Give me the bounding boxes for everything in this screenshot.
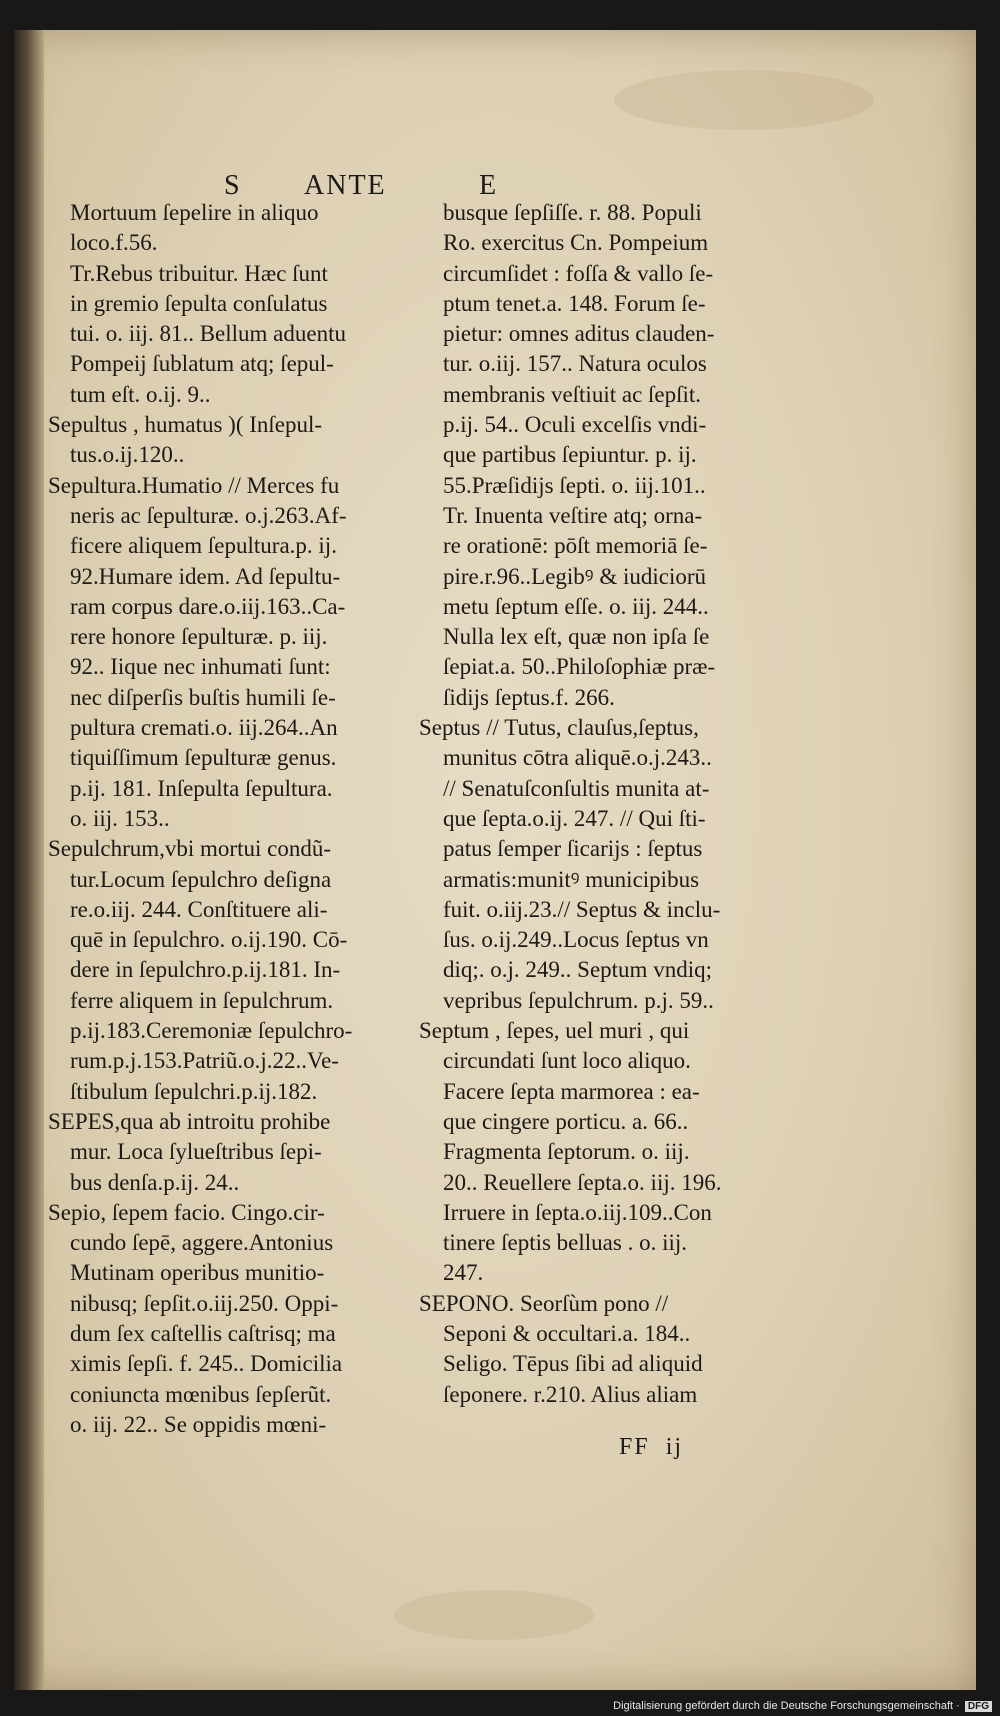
text-line: p.ij.183.Ceremoniæ ſepulchro- bbox=[70, 1018, 353, 1044]
text-line: circumſidet : foſſa & vallo ſe- bbox=[443, 260, 714, 286]
text-line: Tr. Inuenta veſtire atq; orna- bbox=[443, 502, 703, 528]
text-line: ſus. o.ij.249..Locus ſeptus vn bbox=[443, 927, 709, 953]
text-line: tiquiſſimum ſepulturæ genus. bbox=[70, 745, 337, 771]
digitization-credit bbox=[613, 1700, 992, 1712]
text-line: Mutinam operibus munitio- bbox=[70, 1260, 325, 1286]
text-line: pultura cremati.o. iij.264..An bbox=[70, 715, 338, 741]
text-line: Septus // Tutus, clauſus,ſeptus, bbox=[419, 715, 699, 741]
text-line: Ro. exercitus Cn. Pompeium bbox=[443, 230, 709, 256]
text-line: fuit. o.iij.23.// Septus & inclu- bbox=[443, 896, 721, 922]
running-head-center: ANTE bbox=[304, 170, 387, 201]
text-line: ficere aliquem ſepultura.p. ij. bbox=[70, 533, 337, 559]
text-line: ptum tenet.a. 148. Forum ſe- bbox=[443, 290, 706, 316]
right-text-column bbox=[419, 198, 797, 1410]
text-line: Nulla lex eſt, quæ non ipſa ſe bbox=[443, 624, 710, 650]
text-line: ferre aliquem in ſepulchrum. bbox=[70, 987, 334, 1013]
text-line: dum ſex caſtellis caſtrisq; ma bbox=[70, 1320, 336, 1346]
text-line: p.ij. 181. Inſepulta ſepultura. bbox=[70, 775, 333, 801]
text-line: Tr.Rebus tribuitur. Hæc ſunt bbox=[70, 260, 328, 286]
text-line: rere honore ſepulturæ. p. iij. bbox=[70, 624, 328, 650]
paper-stain bbox=[614, 70, 874, 130]
text-line: busque ſepſiſſe. r. 88. Populi bbox=[443, 200, 702, 225]
text-line: Facere ſepta marmorea : ea- bbox=[443, 1078, 700, 1104]
text-line: circundati ſunt loco aliquo. bbox=[443, 1048, 691, 1074]
text-line: diq;. o.j. 249.. Septum vndiq; bbox=[443, 957, 712, 983]
text-line: re.o.iij. 244. Conſtituere ali- bbox=[70, 896, 328, 922]
text-line: Fragmenta ſeptorum. o. iij. bbox=[443, 1139, 690, 1165]
text-line: munitus cōtra aliquē.o.j.243.. bbox=[443, 745, 712, 771]
text-line: ſepiat.a. 50..Philoſophiæ præ- bbox=[443, 654, 716, 680]
text-line: mur. Loca ſylueſtribus ſepi- bbox=[70, 1139, 322, 1165]
paper-stain bbox=[394, 1590, 594, 1640]
credit-text: Digitalisierung gefördert durch die Deutsche Forschungsgemeinschaft · bbox=[613, 1700, 960, 1712]
signature-mark: FF ij bbox=[619, 1434, 684, 1460]
text-line: tur. o.iij. 157.. Natura oculos bbox=[443, 351, 707, 377]
text-line: // Senatuſconſultis munita at- bbox=[443, 775, 710, 801]
text-line: nec diſperſis buſtis humili ſe- bbox=[70, 684, 336, 710]
text-line: 247. bbox=[443, 1260, 484, 1286]
text-line: Sepultus , humatus )( Inſepul- bbox=[48, 412, 323, 438]
text-line: loco.f.56. bbox=[70, 230, 158, 256]
text-line: ſtibulum ſepulchri.p.ij.182. bbox=[70, 1078, 318, 1104]
running-head-right: E bbox=[479, 170, 499, 201]
text-line: metu ſeptum eſſe. o. iij. 244.. bbox=[443, 593, 709, 619]
text-line: nibusq; ſepſit.o.iij.250. Oppi- bbox=[70, 1290, 339, 1316]
text-line: Septum , ſepes, uel muri , qui bbox=[419, 1018, 690, 1044]
text-line: in gremio ſepulta conſulatus bbox=[70, 290, 328, 316]
text-line: tus.o.ij.120.. bbox=[70, 442, 185, 468]
text-line: p.ij. 54.. Oculi excelſis vndi- bbox=[443, 412, 707, 438]
text-line: dere in ſepulchro.p.ij.181. In- bbox=[70, 957, 341, 983]
text-line: pietur: omnes aditus clauden- bbox=[443, 321, 715, 347]
text-line: SEPES,qua ab introitu prohibe bbox=[48, 1108, 331, 1134]
text-line: membranis veſtiuit ac ſepſit. bbox=[443, 381, 702, 407]
text-line: Seligo. Tēpus ſibi ad aliquid bbox=[443, 1351, 703, 1377]
text-line: Sepultura.Humatio // Merces fu bbox=[48, 472, 340, 498]
text-line: tui. o. iij. 81.. Bellum aduentu bbox=[70, 321, 346, 347]
text-line: que partibus ſepiuntur. p. ij. bbox=[443, 442, 697, 468]
text-line: Irruere in ſepta.o.iij.109..Con bbox=[443, 1199, 712, 1225]
text-line: ſeponere. r.210. Alius aliam bbox=[443, 1381, 698, 1407]
text-line: bus denſa.p.ij. 24.. bbox=[70, 1169, 240, 1195]
text-line: tur.Locum ſepulchro deſigna bbox=[70, 866, 332, 892]
running-head-left: S bbox=[224, 170, 242, 201]
text-line: que cingere porticu. a. 66.. bbox=[443, 1108, 689, 1134]
text-line: rum.p.j.153.Patriũ.o.j.22..Ve- bbox=[70, 1048, 339, 1074]
text-line: Sepulchrum,vbi mortui condũ- bbox=[48, 836, 331, 862]
text-line: re orationē: pōſt memoriā ſe- bbox=[443, 533, 708, 559]
text-line: armatis:munitꝰ municipibus bbox=[443, 866, 700, 892]
text-line: 92.. Iique nec inhumati ſunt: bbox=[70, 654, 331, 680]
text-line: 55.Præſidijs ſepti. o. iij.101.. bbox=[443, 472, 706, 498]
text-line: tum eſt. o.ij. 9.. bbox=[70, 381, 211, 407]
book-page bbox=[14, 30, 976, 1690]
text-line: cundo ſepē, aggere.Antonius bbox=[70, 1230, 334, 1256]
text-line: ſidijs ſeptus.f. 266. bbox=[443, 684, 615, 710]
text-line: Sepio, ſepem facio. Cingo.cir- bbox=[48, 1199, 325, 1225]
text-line: 92.Humare idem. Ad ſepultu- bbox=[70, 563, 341, 589]
text-line: ram corpus dare.o.iij.163..Ca- bbox=[70, 593, 346, 619]
text-line: Seponi & occultari.a. 184.. bbox=[443, 1320, 691, 1346]
text-line: que ſepta.o.ij. 247. // Qui ſti- bbox=[443, 805, 706, 831]
text-line: 20.. Reuellere ſepta.o. iij. 196. bbox=[443, 1169, 722, 1195]
text-line: SEPONO. Seorſùm pono // bbox=[419, 1290, 669, 1316]
left-text-column bbox=[48, 198, 423, 1440]
book-binding-shadow bbox=[14, 30, 44, 1690]
text-line: ximis ſepſi. f. 245.. Domicilia bbox=[70, 1351, 343, 1377]
dfg-logo: DFG bbox=[965, 1701, 992, 1712]
text-line: coniuncta mœnibus ſepſerũt. bbox=[70, 1381, 332, 1407]
text-line: vepribus ſepulchrum. p.j. 59.. bbox=[443, 987, 714, 1013]
text-line: pire.r.96..Legibꝰ & iudiciorū bbox=[443, 563, 707, 589]
text-line: o. iij. 153.. bbox=[70, 805, 170, 831]
text-line: quē in ſepulchro. o.ij.190. Cō- bbox=[70, 927, 348, 953]
text-line: neris ac ſepulturæ. o.j.263.Af- bbox=[70, 502, 347, 528]
text-line: tinere ſeptis belluas . o. iij. bbox=[443, 1230, 688, 1256]
text-line: patus ſemper ſicarijs : ſeptus bbox=[443, 836, 703, 862]
text-line: Pompeij ſublatum atq; ſepul- bbox=[70, 351, 334, 377]
text-line: Mortuum ſepelire in aliquo bbox=[70, 200, 319, 225]
text-line: o. iij. 22.. Se oppidis mœni- bbox=[70, 1411, 327, 1437]
